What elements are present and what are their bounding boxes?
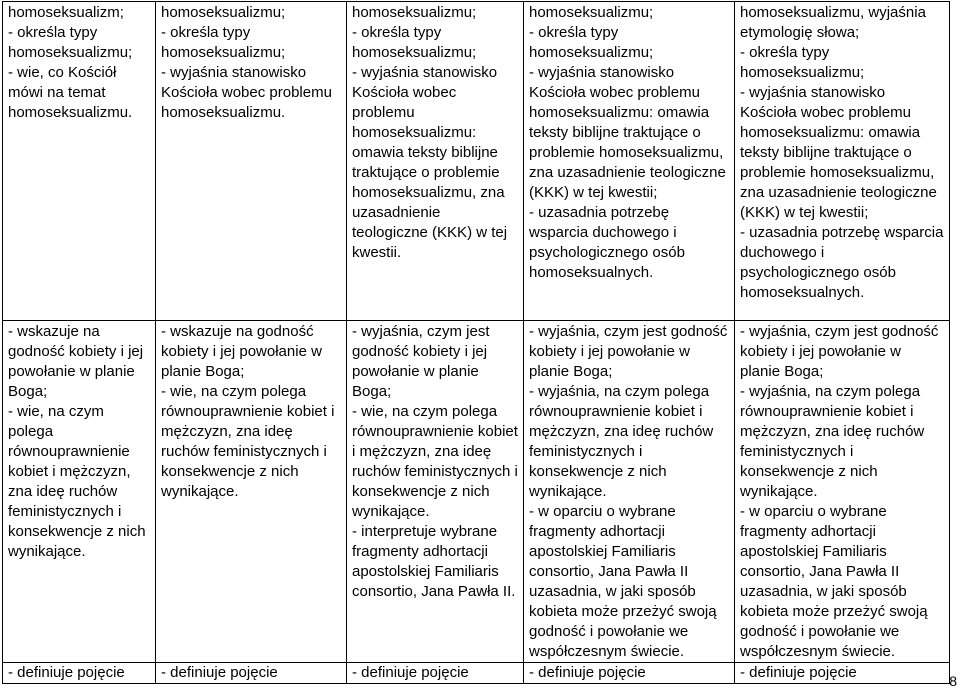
table-cell: - wskazuje na godność kobiety i jej powołanie w planie Boga; - wie, na czym polega równouprawnienie kobiet i mężczyzn, zna ideę ruchów feministycznych i konsekwencje z nich wynikające. bbox=[3, 321, 156, 663]
table-cell: - definiuje pojęcie bbox=[156, 663, 347, 684]
table-cell: - wyjaśnia, czym jest godność kobiety i jej powołanie w planie Boga; - wyjaśnia, na czym polega równouprawnienie kobiet i mężczyzn, zna ideę ruchów feministycznych i konsekwencje z nich wynikające. - w oparciu o wybrane fragmenty adhortacji apostolskiej Familiaris consortio, Jana Pawła II uzasadnia, w jaki sposób kobieta może przeżyć swoją godność i powołanie we współczesnym świecie. bbox=[524, 321, 735, 663]
table-row bbox=[3, 321, 950, 663]
table-cell: - definiuje pojęcie bbox=[3, 663, 156, 684]
table-cell: - definiuje pojęcie bbox=[347, 663, 524, 684]
table-row bbox=[3, 663, 950, 684]
table-cell: - wskazuje na godność kobiety i jej powołanie w planie Boga; - wie, na czym polega równouprawnienie kobiet i mężczyzn, zna ideę ruchów feministycznych i konsekwencje z nich wynikające. bbox=[156, 321, 347, 663]
criteria-table bbox=[2, 1, 950, 684]
table-cell: homoseksualizmu; - określa typy homoseksualizmu; - wyjaśnia stanowisko Kościoła wobec problemu homoseksualizmu. bbox=[156, 2, 347, 321]
table-cell: homoseksualizmu; - określa typy homoseksualizmu; - wyjaśnia stanowisko Kościoła wobec problemu homoseksualizmu: omawia teksty biblijne traktujące o problemie homoseksualizmu, zna uzasadnienie teologiczne (KKK) w tej kwestii; - uzasadnia potrzebę wsparcia duchowego i psychologicznego osób homoseksualnych. bbox=[524, 2, 735, 321]
page-number: 8 bbox=[949, 673, 957, 689]
table-cell: - wyjaśnia, czym jest godność kobiety i jej powołanie w planie Boga; - wyjaśnia, na czym polega równouprawnienie kobiet i mężczyzn, zna ideę ruchów feministycznych i konsekwencje z nich wynikające. - w oparciu o wybrane fragmenty adhortacji apostolskiej Familiaris consortio, Jana Pawła II uzasadnia, w jaki sposób kobieta może przeżyć swoją godność i powołanie we współczesnym świecie. bbox=[735, 321, 950, 663]
table-cell: homoseksualizm; - określa typy homoseksualizmu; - wie, co Kościół mówi na temat homoseksualizmu. bbox=[3, 2, 156, 321]
table-cell: - definiuje pojęcie bbox=[524, 663, 735, 684]
table-row bbox=[3, 2, 950, 321]
table-cell: homoseksualizmu; - określa typy homoseksualizmu; - wyjaśnia stanowisko Kościoła wobec problemu homoseksualizmu: omawia teksty biblijne traktujące o problemie homoseksualizmu, zna uzasadnienie teologiczne (KKK) w tej kwestii. bbox=[347, 2, 524, 321]
table-cell: - definiuje pojęcie bbox=[735, 663, 950, 684]
table-cell: homoseksualizmu, wyjaśnia etymologię słowa; - określa typy homoseksualizmu; - wyjaśnia stanowisko Kościoła wobec problemu homoseksualizmu: omawia teksty biblijne traktujące o problemie homoseksualizmu, zna uzasadnienie teologiczne (KKK) w tej kwestii; - uzasadnia potrzebę wsparcia duchowego i psychologicznego osób homoseksualnych. bbox=[735, 2, 950, 321]
table-cell: - wyjaśnia, czym jest godność kobiety i jej powołanie w planie Boga; - wie, na czym polega równouprawnienie kobiet i mężczyzn, zna ideę ruchów feministycznych i konsekwencje z nich wynikające. - interpretuje wybrane fragmenty adhortacji apostolskiej Familiaris consortio, Jana Pawła II. bbox=[347, 321, 524, 663]
